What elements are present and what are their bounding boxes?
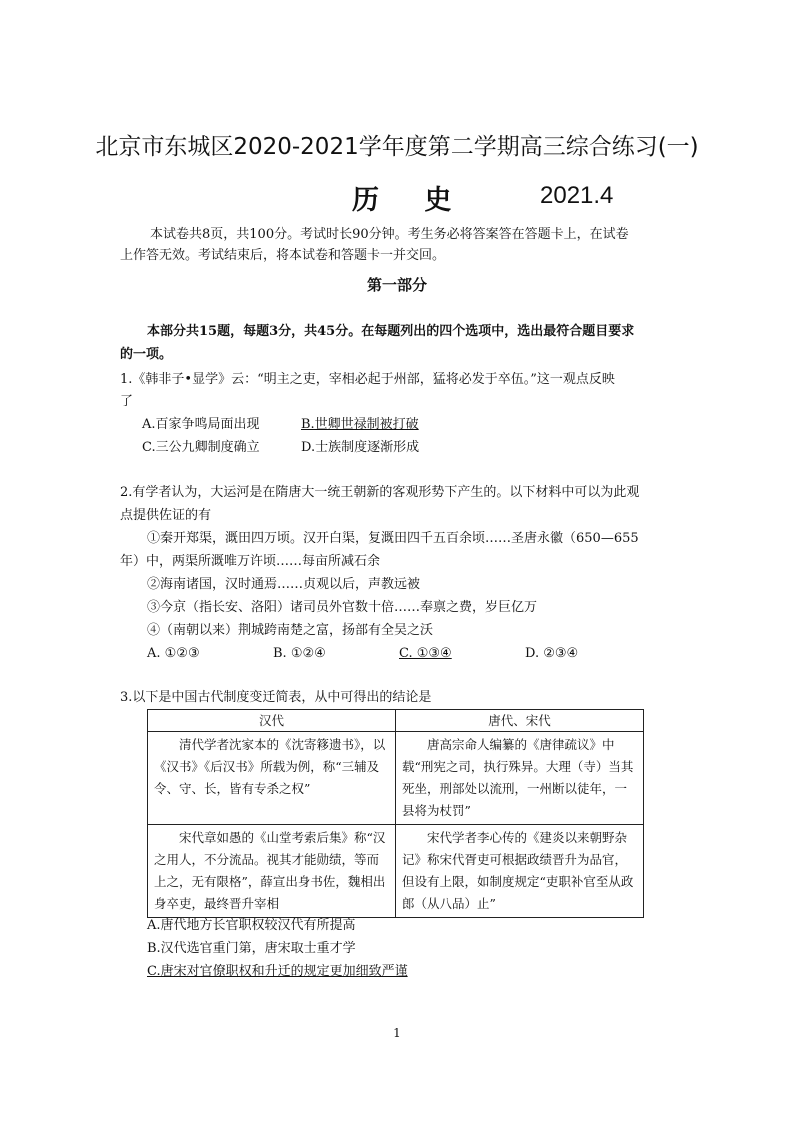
table-cell-tang-song-2: 宋代学者李心传的《建炎以来朝野杂记》称宋代胥吏可根据政绩晋升为品官，但设有上限，如制度规定“吏职补官至从政郎（从八品）止”: [396, 825, 644, 918]
q2-stem-line-2: 点提供佐证的有: [120, 508, 212, 523]
institution-change-table: [147, 709, 644, 918]
table-cell-han-1: 清代学者沈家本的《沈寄簃遗书》，以《汉书》《后汉书》所载为例，称“三辅及令、守、长，皆有专杀之权”: [148, 732, 396, 825]
q3-option-a: A.唐代地方长官职权较汉代有所提高: [147, 918, 356, 933]
table-header-row: [148, 710, 644, 732]
intro-line-1: 本试卷共8页，共100分。考试时长90分钟。考生务必将答案答在答题卡上，在试卷: [150, 227, 629, 242]
table-cell-tang-song-1: 唐高宗命人编纂的《唐律疏议》中载“刑宪之司，执行殊异。大理（寺）当其死坐，刑部处以流刑，一州断以徒年，一县将为杖罚”: [396, 732, 644, 825]
intro-line-2: 上作答无效。考试结束后，将本试卷和答题卡一并交回。: [120, 248, 446, 263]
q3-option-b: B.汉代选官重门第，唐宋取士重才学: [147, 941, 356, 956]
table-header-tang-song: 唐代、宋代: [396, 710, 644, 732]
q2-option-a: A. ①②③: [147, 646, 200, 661]
q2-material-2: ②海南诸国，汉时通焉……贞观以后，声教远被: [147, 577, 421, 592]
q3-stem: 3.以下是中国古代制度变迁简表，从中可得出的结论是: [120, 690, 432, 705]
q2-stem-line-1: 2.有学者认为，大运河是在隋唐大一统王朝新的客观形势下产生的。以下材料中可以为此观: [120, 485, 640, 500]
exam-date: 2021.4: [540, 182, 614, 209]
q2-option-b: B. ①②④: [273, 646, 326, 661]
q1-option-c: C.三公九卿制度确立: [142, 440, 260, 455]
q1-stem-line-1: 1.《韩非子•显学》云：“明主之吏，宰相必起于州部，猛将必发于卒伍。”这一观点反映: [120, 372, 615, 387]
table-cell-han-2: 宋代章如愚的《山堂考索后集》称“汉之用人，不分流品。视其才能勋绩，等而上之，无有限格”，薛宣出身书佐，魏相出身卒吏，最终晋升宰相: [148, 825, 396, 918]
q2-option-d: D. ②③④: [525, 646, 579, 661]
q1-option-a: A.百家争鸣局面出现: [142, 417, 260, 432]
table-header-han: 汉代: [148, 710, 396, 732]
q2-material-1-line-2: 年）中，两渠所溉唯万许顷……每亩所减石余: [120, 554, 381, 569]
q2-material-4: ④（南朝以来）荆城跨南楚之富，扬部有全吴之沃: [147, 623, 434, 638]
q2-material-3: ③今京（指长安、洛阳）诸司员外官数十倍……奉禀之费，岁巨亿万: [147, 600, 538, 615]
q2-material-1-line-1: ①秦开郑渠，溉田四万顷。汉开白渠，复溉田四千五百余顷……圣唐永徽（650—655: [147, 531, 639, 546]
table-row: [148, 825, 644, 918]
page-number: 1: [393, 1026, 401, 1040]
q2-option-c: C. ①③④: [399, 646, 452, 661]
q1-option-d: D.士族制度逐渐形成: [301, 440, 420, 455]
table-row: [148, 732, 644, 825]
exam-title: 北京市东城区2020-2021学年度第二学期高三综合练习(一): [95, 134, 699, 160]
part-instructions-2: 的一项。: [120, 347, 173, 362]
q1-option-b: B.世卿世禄制被打破: [301, 417, 419, 432]
q1-stem-line-2: 了: [120, 394, 134, 409]
part-instructions-1: 本部分共15题，每题3分，共45分。在每题列出的四个选项中，选出最符合题目要求: [147, 324, 635, 339]
q3-option-c: C.唐宋对官僚职权和升迁的规定更加细致严谨: [147, 964, 408, 979]
subject-title: 历 史: [352, 185, 470, 216]
part-title: 第一部分: [366, 276, 427, 294]
